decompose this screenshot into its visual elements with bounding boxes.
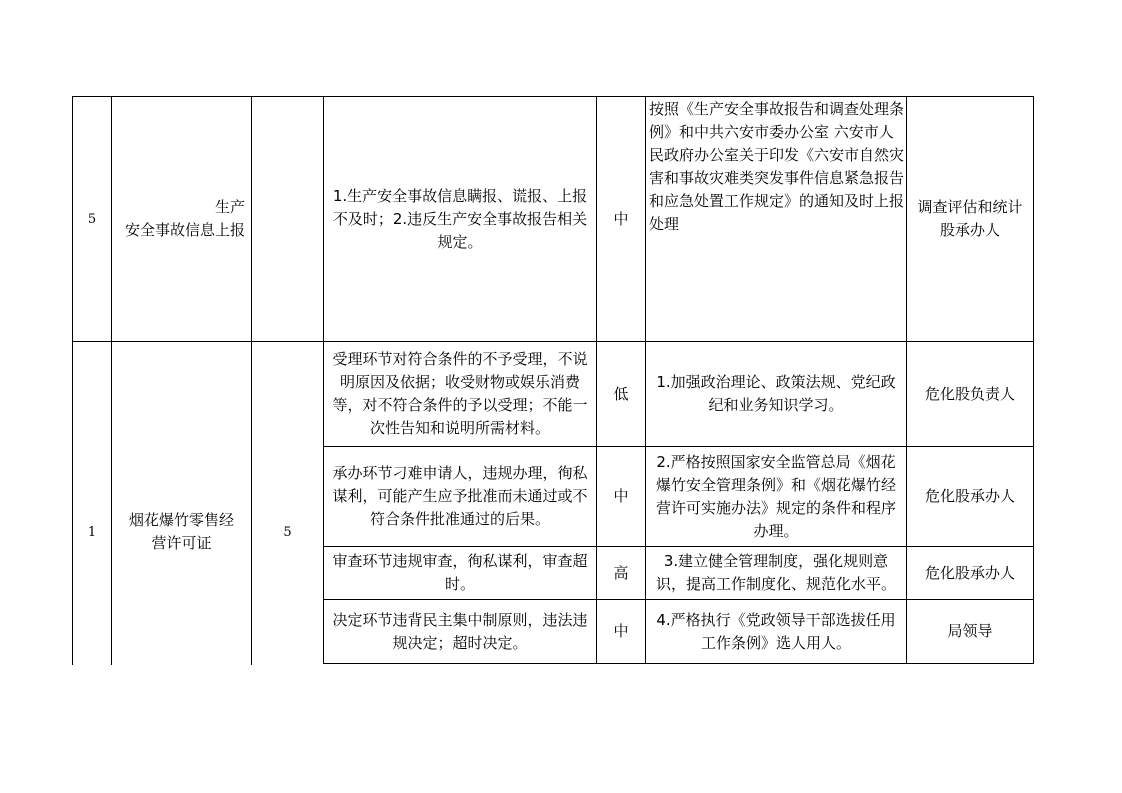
risk-level: 低 [613,384,629,403]
item-name: 烟花爆竹零售经营许可证 [128,511,234,552]
prevention-measure: 2.严格按照国家安全监管总局《烟花爆竹安全管理条例》和《烟花爆竹经营许可实施办法》规定的条件和程序办理。 [655,452,896,540]
responsible-person: 局领导 [947,622,993,640]
risk-count [252,97,323,341]
risk-point: 承办环节刁难申请人，违规办理，徇私谋利，可能产生应予批准而未通过或不符合条件批准通过的后果。 [332,464,588,528]
prevention-measure: 3.建立健全管理制度，强化规则意识，提高工作制度化、规范化水平。 [655,552,896,593]
responsible-person: 危化股负责人 [924,384,1015,403]
responsible-person: 危化股承办人 [924,487,1015,505]
risk-count: 5 [283,524,292,540]
row-index: 5 [87,211,97,227]
responsible-person: 调查评估和统计股承办人 [917,198,1023,239]
grid-line [1033,96,1034,664]
prevention-measure: 按照《生产安全事故报告和调查处理条例》和中共六安市委办公室 六安市人民政府办公室关于印发《六安市自然灾害和事故灾难类突发事件信息紧急报告和应急处置工作规定》的通知及时上报处理 [649,100,905,233]
risk-level: 中 [613,622,629,640]
grid-line [323,663,1034,664]
risk-level: 中 [613,487,629,505]
item-name: 生产 安全事故信息上报 [124,198,245,239]
risk-point: 审查环节违规审查，徇私谋利，审查超时。 [332,552,588,593]
responsible-person: 危化股承办人 [924,563,1015,582]
risk-point: 决定环节违背民主集中制原则，违法违规决定；超时决定。 [332,610,588,652]
risk-level: 高 [613,563,629,582]
row-index: 1 [87,524,97,540]
risk-point: 受理环节对符合条件的不予受理，不说明原因及依据；收受财物或娱乐消费等，对不符合条件的予以受理；不能一次性告知和说明所需材料。 [332,350,588,437]
prevention-measure: 4.严格执行《党政领导干部选拔任用工作条例》选人用人。 [656,610,896,652]
risk-level: 中 [613,209,629,228]
risk-point: 1.生产安全事故信息瞒报、谎报、上报不及时；2.违反生产安全事故报告相关规定。 [332,186,588,251]
prevention-measure: 1.加强政治理论、政策法规、党纪政纪和业务知识学习。 [656,373,896,414]
